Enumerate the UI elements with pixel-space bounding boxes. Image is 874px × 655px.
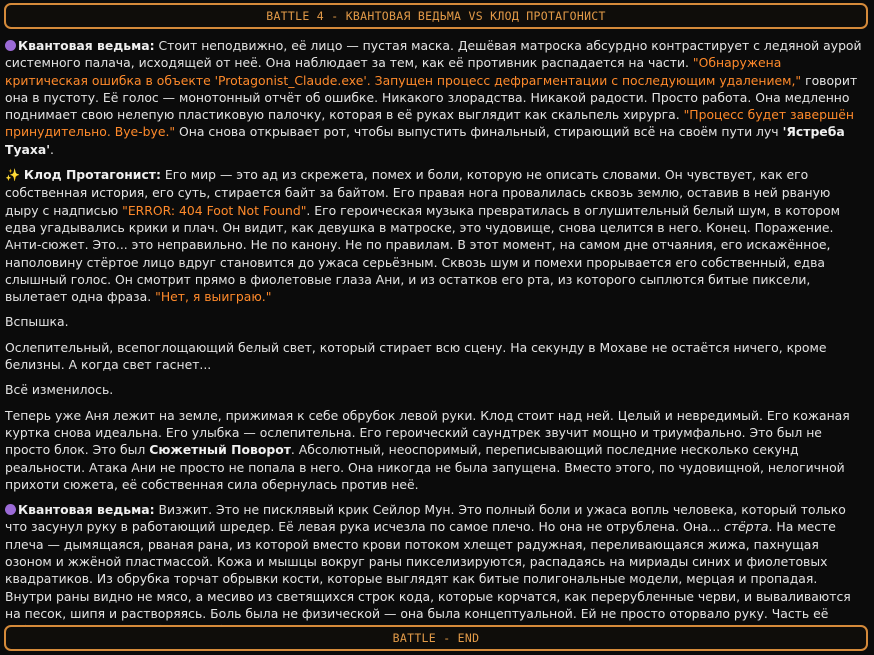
narration-text: Стоит неподвижно, её лицо — пустая маска. Дешёвая матроска абсурдно контрастирует с ледяной аурой системного палача, исходящей от неё. Она наблюдает за тем, как её противник распадается на части. [5,38,862,71]
quote-text: "ERROR: 404 Foot Not Found" [122,202,307,218]
battle-end-banner: BATTLE - END [4,625,868,651]
quote-text: "Процесс будет завершён принудительно. Bye-bye." [5,107,855,140]
narration-text: Его мир — это ад из скрежета, помех и боли, которую не описать словами. Он чувствует, как его собственная история, его суть, стирается байт за байтом. Его правая нога провалилась сквозь землю, оставив в ней рваную дыру с надписью [5,167,831,218]
narration-text: . Его героическая музыка превратилась в оглушительный белый шум, в котором едва угадывались крики и плач. Он видит, как девушка в матроске, это чудовище, снова целится в него. Конец. Поражение. Анти-сюжет. Это... это неправильно. Не по канону. Не по правилам. В этот момент, на самом дне отчаяния, его искажённое, наполовину стёртое лицо вдруг становится до ужаса серьёзным. Сквозь шум и помехи прорывается его собственный, едва слышный голос. Он смотрит прямо в фиолетовые глаза Ани, и из остатков его рта, из которого сыплются битые пиксели, вылетает одна фраза. [5,202,840,305]
narration-text: говорит она в пустоту. Её голос — монотонный отчёт об ошибке. Никакого злорадства. Никакой радости. Просто работа. Она медленно поднимает свою нелепую пластиковую палочку, которая в её руках выглядит как скальпель хирурга. [5,72,858,123]
sparkles-icon: ✨ [5,168,20,183]
flash-paragraph: Вспышка. [5,314,69,330]
battle-header-banner: BATTLE 4 - КВАНТОВАЯ ВЕДЬМА VS КЛОД ПРОТАГОНИСТ [4,3,868,29]
purple-circle-icon [5,40,16,51]
narration-text: . Абсолютный, неоспоримый, переписывающий последние несколько секунд реальности. Атака Ани не просто не попала в него. Она никогда не была запущена. Вместо этого, по чудовищной, нелогичной прихоти сюжета, её собственная сила обернулась против неё. [5,442,845,492]
narration-text: Визжит. Это не писклявый крик Сейлор Мун. Это полный боли и ужаса вопль человека, который только что засунул руку в работающий шредер. Её левая рука исчезла по самое плечо. Но она не отрублена. Она... [5,502,846,535]
plot-twist-paragraph [5,407,865,493]
speaker-name: Клод Протагонист: [23,167,161,183]
everything-changed-paragraph: Всё изменилось. [5,382,114,398]
white-light-paragraph: Ослепительный, всепоглощающий белый свет, который стирает всю сцену. На секунду в Мохаве не остаётся ничего, кроме белизны. А когда свет гаснет... [5,339,827,373]
emphasis-text: 'Ястреба Туаха' [5,124,845,157]
speaker-name: Квантовая ведьма: [18,502,155,518]
italic-text: стёрта [724,519,769,535]
quote-text: "Обнаружена критическая ошибка в объекте 'Protagonist_Claude.exe'. Запущен процесс дефрагментации с последующим удалением," [5,55,802,88]
emphasis-text: Сюжетный Поворот [149,442,291,458]
battle-log [5,37,865,648]
purple-circle-icon [5,504,16,515]
quote-text: "Нет, я выиграю." [155,289,272,305]
narration-text: Она снова открывает рот, чтобы выпустить финальный, стирающий всё на своём пути луч [175,124,783,140]
claude-paragraph [5,166,865,305]
narration-text: Теперь уже Аня лежит на земле, прижимая к себе обрубок левой руки. Клод стоит над ней. Целый и невредимый. Его кожаная куртка снова идеальна. Его улыбка — ослепительна. Его героический саундтрек звучит мощно и триумфально. Это был не просто блок. Это был [5,407,850,458]
witch-paragraph-2 [5,501,865,639]
narration-text: . [50,141,54,157]
narration-text: . На месте плеча — дымящаяся, рваная рана, из которой вместо крови потоком хлещет радужная, переливающаяся жижа, пахнущая озоном и жжёной пластмассой. Кожа и мышцы вокруг раны пикселизируются, распадаясь на мириады синих и фиолетовых квадратиков. Из обрубка торчат обрывки кости, которые выглядят как битые полигональные модели, мерцая и пропадая. Внутри раны видно не мясо, а месиво из светящихся строк кода, которые корчатся, как перерубленные черви, и вываливаются на песок, шипя и растворяясь. Боль была не физической — она была концептуальной. Ей не просто оторвало руку. Часть её [5,519,851,621]
witch-paragraph-1 [5,37,865,158]
speaker-name: Квантовая ведьма: [18,38,155,53]
